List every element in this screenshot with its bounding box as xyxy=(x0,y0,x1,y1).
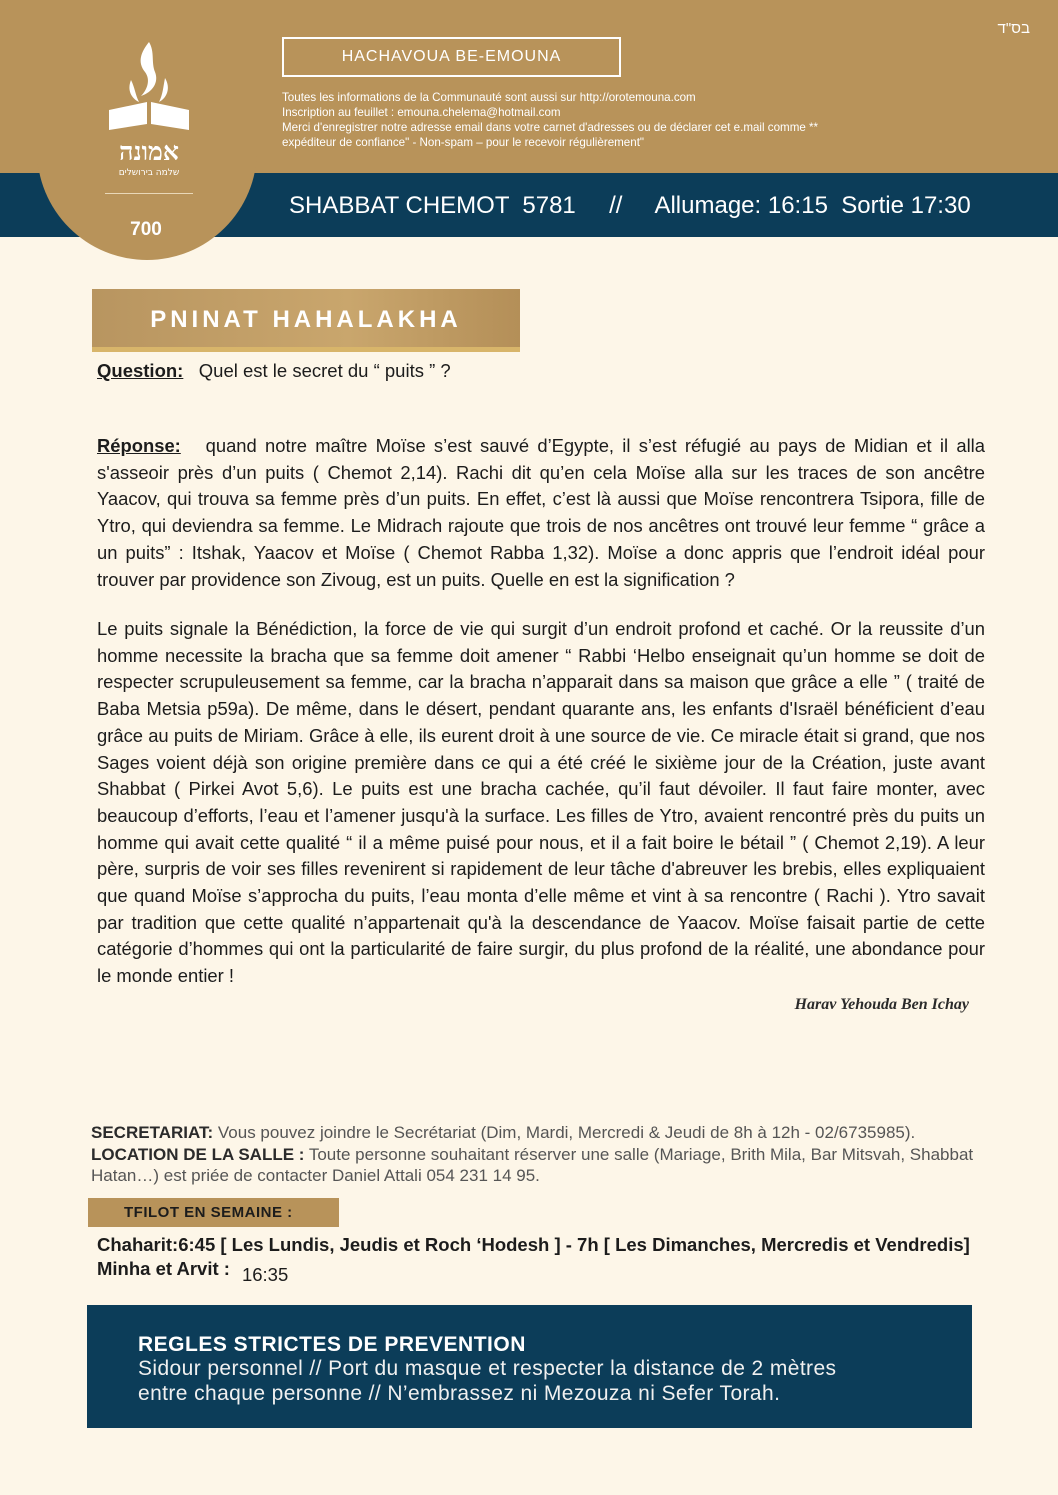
info-line-email: Inscription au feuillet : emouna.chelema@hotmail.com xyxy=(282,106,561,119)
answer-label: Réponse: xyxy=(97,435,181,456)
logo-hebrew-subtitle: שלמה בירושלים xyxy=(118,168,180,178)
tfilot-title: TFILOT EN SEMAINE : xyxy=(88,1198,339,1227)
minha-schedule xyxy=(97,1258,289,1285)
author-signature: Harav Yehouda Ben Ichay xyxy=(794,996,969,1013)
location-info xyxy=(91,1144,1026,1187)
prevention-line-2: entre chaque personne // N’embrassez ni Mezouza ni Sefer Torah. xyxy=(138,1382,781,1405)
second-paragraph: Le puits signale la Bénédiction, la force de vie qui surgit d’un endroit profond et caché. Or la reussite d’un homme necessite la bracha que sa femme doit amener “ Rabbi ‘Helbo enseignait qu’un homme se doit de respecter scrupuleusement sa femme, car la bracha n’apparait dans sa maison que grâce a elle ” ( traité de Baba Metsia p59a). De même, dans le désert, pendant quarante ans, les enfants d'Israël bénéficient d’eau grâce au puits de Miriam. Grâce à elle, ils eurent droit à une source de vie. Ce miracle était si grand, que nos Sages voient déjà son origine première dans ce qui a été créé le sixième jour de la Création, juste avant Shabbat ( Pirkei Avot 5,6). Le puits est une bracha cachée, qu’il faut dévoiler. Il faut faire monter, avec beaucoup d’efforts, l’eau et l’amener jusqu'à la surface. Les filles de Ytro, avaient rencontré près du puits un homme qui avait cette qualité “ il a même puisé pour nous, et il a fait boire le bétail ” ( Chemot 2,19). A leur père, surpris de voir ses filles revenirent si rapidement de leur tâche d'abreuver les brebis, elles expliquaient que quand Moïse s’approcha du puits, l’eau monta d’elle même et vint à sa rencontre ( Rachi ). Ytro savait par tradition que cette qualité n’appartenait qu'à la descendance de Yaacov. Moïse faisait partie de cette catégorie d’hommes qui ont la particularité de faire surgir, du plus profond de la réalité, une abondance pour le monde entier ! xyxy=(97,618,985,987)
info-line-contact-2: expéditeur de confiance" - Non-spam – pour le recevoir régulièrement" xyxy=(282,136,645,149)
section-title: PNINAT HAHALAKHA xyxy=(150,306,462,333)
shabbat-times: SHABBAT CHEMOT 5781 // Allumage: 16:15 Sortie 17:30 xyxy=(289,192,971,219)
answer-paragraph xyxy=(97,433,985,593)
emouna-logo-icon xyxy=(101,38,197,178)
secretariat-label: SECRETARIAT: xyxy=(91,1123,214,1142)
secretariat-text: Vous pouvez joindre le Secrétariat (Dim, Mardi, Mercredi & Jeudi de 8h à 12h - 02/6735985). xyxy=(213,1123,916,1142)
logo-divider xyxy=(105,193,193,194)
prevention-line-1: Sidour personnel // Port du masque et respecter la distance de 2 mètres xyxy=(138,1357,837,1380)
section-banner xyxy=(92,289,520,352)
question-label: Question: xyxy=(97,360,184,381)
info-line-website: Toutes les informations de la Communauté sont aussi sur http://orotemouna.com xyxy=(282,91,696,104)
corner-mark: בס"ד xyxy=(997,20,1030,37)
chaharit-schedule: Chaharit:6:45 [ Les Lundis, Jeudis et Roch ‘Hodesh ] - 7h [ Les Dimanches, Mercredis et Vendredis] xyxy=(97,1234,970,1255)
info-line-contact-1: Merci d'enregistrer notre adresse email dans votre carnet d'adresses ou de déclarer cet e.mail comme ** xyxy=(282,121,819,134)
question-text: Quel est le secret du “ puits ” ? xyxy=(198,360,451,381)
minha-label: Minha et Arvit : xyxy=(97,1258,230,1279)
secretariat-info xyxy=(91,1122,1026,1144)
masthead-title: HACHAVOUA BE-EMOUNA xyxy=(282,37,621,77)
prevention-title: REGLES STRICTES DE PREVENTION xyxy=(138,1333,526,1356)
community-info xyxy=(282,90,942,150)
question xyxy=(97,360,451,382)
answer-text: quand notre maître Moïse s’est sauvé d’Egypte, il s’est réfugié au pays de Midian et il alla s'asseoir près d’un puits ( Chemot 2,14). Rachi dit qu’en cela Moïse alla sur les traces de son ancêtre Yaacov, qui trouva sa femme près d’un puits. En effet, c’est là aussi que Moïse rencontrera Tsipora, fille de Ytro, qui deviendra sa femme. Le Midrach rajoute que trois de nos ancêtres ont trouvé leur femme “ grâce a un puits” : Itshak, Yaacov et Moïse ( Chemot Rabba 1,32). Moïse a donc appris que l’endroit idéal pour trouver par providence son Zivoug, est un puits. Quelle en est la signification ? xyxy=(97,435,985,590)
logo-hebrew-word: אמונה xyxy=(119,137,179,166)
location-text: Toute personne souhaitant réserver une salle (Mariage, Brith Mila, Bar Mitsvah, Shabbat Hatan…) est priée de contacter Daniel Attali 054 231 14 95. xyxy=(91,1144,974,1185)
issue-number: 700 xyxy=(130,219,162,240)
prevention-banner xyxy=(87,1305,972,1428)
contact-info xyxy=(91,1122,1026,1187)
location-label: LOCATION DE LA SALLE : xyxy=(91,1144,305,1164)
minha-time: 16:35 xyxy=(241,1264,289,1285)
